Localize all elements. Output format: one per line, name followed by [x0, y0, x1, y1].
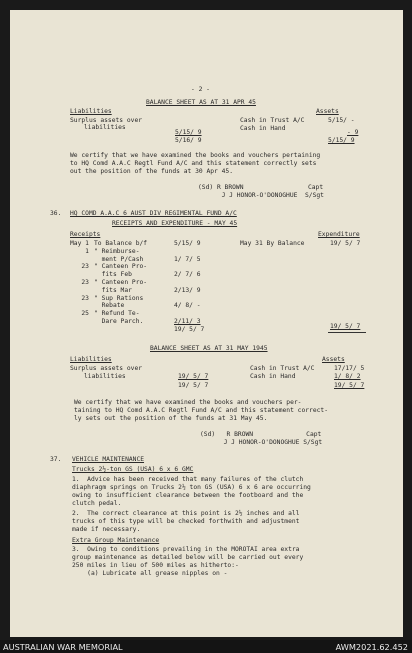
para-1-line-2: diaphragm springs on Trucks 2½ ton GS (USA) 6 x 6 are occurring: [72, 484, 311, 491]
receipt-amount: 4/ 8/ -: [174, 302, 201, 310]
receipt-date: 23: [70, 263, 89, 271]
receipt-date: 1: [70, 247, 89, 255]
footer-accession-id: AWM2021.62.452: [335, 642, 408, 652]
expenditure-double-rule: [328, 332, 366, 333]
bs1-left-line-1: Surplus assets over: [70, 117, 143, 124]
bs2-left-total: 19/ 5/ 7: [178, 382, 209, 389]
receipt-date: 25: [70, 310, 89, 318]
para-2-line-3: made if necessary.: [72, 526, 141, 533]
cert1-line-1: We certify that we have examined the books and vouchers pertaining: [70, 152, 321, 159]
bs2-right-amount-2: 1/ 8/ 2: [334, 373, 361, 380]
bs1-assets-head: Assets: [316, 108, 339, 115]
receipt-amount: 1/ 7/ 5: [174, 255, 201, 263]
footer-bar: [0, 640, 412, 653]
item-37-subheading-1: Trucks 2½-ton GS (USA) 6 x 6 GMC: [72, 466, 194, 473]
bs1-left-total: 5/16/ 9: [175, 137, 202, 144]
receipt-amount: 2/11/ 3: [174, 318, 201, 325]
sig1-line-2: J J HONOR-O'DONOGHUE S/Sgt: [214, 192, 324, 199]
cert1-line-2: to HQ Comd A.A.C Regtl Fund A/C and this statement correctly sets: [70, 160, 317, 167]
receipt-description: fits Feb: [94, 271, 132, 279]
receipt-amount: 2/13/ 9: [174, 286, 201, 294]
bs2-right-amount-1: 17/17/ 5: [334, 365, 365, 372]
bs2-assets-head: Assets: [322, 356, 345, 363]
document-page: [10, 10, 403, 637]
item-36-title: HQ COMD A.A.C 6 AUST DIV REGIMENTAL FUND A/C: [70, 210, 237, 217]
expenditure-row: May 31 By Balance: [240, 240, 305, 247]
receipt-date: May 1: [70, 240, 89, 247]
bs2-right-total: 19/ 5/ 7: [334, 382, 365, 389]
bs2-left-line-2: liabilities: [84, 373, 126, 380]
receipt-description: Dare Parch.: [94, 318, 144, 325]
receipts-head: Receipts: [70, 231, 101, 238]
para-3-line-4: (a) Lubricate all grease nipples on -: [72, 570, 228, 577]
receipt-description: " Canteen Pro-: [94, 279, 148, 286]
receipt-description: fits Mar: [94, 286, 132, 294]
item-37-number: 37.: [50, 456, 62, 463]
receipt-description: " Sup Rations: [94, 294, 144, 302]
para-3-line-2: group maintenance as detailed below will be carried out every: [72, 554, 304, 561]
receipt-description: " Refund Te-: [94, 310, 140, 318]
cert1-line-3: out the position of the funds at 30 Apr 45.: [70, 168, 234, 175]
receipt-description: ment P/Cash: [94, 255, 144, 263]
para-3-line-1: 3. Owing to conditions prevailing in the MOROTAI area extra: [72, 546, 300, 553]
bs2-left-amount: 19/ 5/ 7: [178, 373, 209, 380]
bs1-right-amount-2: - 9: [347, 129, 359, 136]
receipt-amount: 2/ 7/ 6: [174, 271, 201, 279]
cert2-line-1: We certify that we have examined the books and vouchers per-: [74, 399, 302, 406]
bs2-right-line-1: Cash in Trust A/C: [250, 365, 315, 372]
receipt-description: To Balance b/f: [94, 240, 148, 247]
bs2-liabilities-head: Liabilities: [70, 356, 112, 363]
page-number: - 2 -: [191, 86, 210, 93]
receipt-date: 23: [70, 279, 89, 286]
para-3-line-3: 250 miles in lieu of 500 miles as hitherto:-: [72, 562, 239, 569]
cert2-line-3: ly sets out the position of the funds at 31 May 45.: [74, 415, 268, 422]
bs1-right-line-2: Cash in Hand: [240, 125, 286, 132]
sig2-line-1: (Sd) R BROWN Capt: [200, 431, 322, 438]
sig2-line-2: J J HONOR-O'DONOGHUE S/Sgt: [216, 439, 323, 446]
bs1-right-line-1: Cash in Trust A/C: [240, 117, 305, 124]
receipt-amount: 19/ 5/ 7: [174, 325, 205, 333]
bs2-left-line-1: Surplus assets over: [70, 365, 143, 372]
expenditure-total: 19/ 5/ 7: [330, 323, 361, 330]
receipt-description: " Canteen Pro-: [94, 263, 148, 271]
item-37-title: VEHICLE MAINTENANCE: [72, 456, 145, 463]
bs1-left-amount: 5/15/ 9: [175, 129, 202, 136]
sig1-line-1: (Sd) R BROWN Capt: [198, 184, 324, 191]
para-1-line-3: owing to insufficient clearance between the footboard and the: [72, 492, 304, 499]
footer-source: AUSTRALIAN WAR MEMORIAL: [3, 642, 123, 652]
receipt-description: Rebate: [94, 302, 125, 310]
item-37-subheading-2: Extra Group Maintenance: [72, 537, 160, 544]
receipt-amount: 5/15/ 9: [174, 240, 201, 247]
para-2-line-2: trucks of this type will be checked forthwith and adjustment: [72, 518, 300, 525]
bs1-left-line-2: liabilities: [84, 124, 126, 131]
item-36-subtitle: RECEIPTS AND EXPENDITURE - MAY 45: [112, 220, 238, 227]
cert2-line-2: taining to HQ Comd A.A.C Regtl Fund A/C and this statement correct-: [74, 407, 329, 414]
bs1-right-amount-1: 5/15/ -: [328, 117, 355, 124]
receipt-date: 23: [70, 294, 89, 302]
balance-sheet-2-title: BALANCE SHEET AS AT 31 MAY 1945: [150, 345, 268, 352]
item-36-number: 36.: [50, 210, 62, 217]
para-1-line-1: 1. Advice has been received that many failures of the clutch: [72, 476, 304, 483]
balance-sheet-1-title: BALANCE SHEET AS AT 31 APR 45: [146, 99, 256, 106]
expenditure-head: Expenditure: [318, 231, 360, 238]
para-1-line-4: clutch pedal.: [72, 500, 122, 507]
receipt-description: " Reimburse-: [94, 247, 140, 255]
para-2-line-1: 2. The correct clearance at this point is 2½ inches and all: [72, 510, 300, 517]
bs1-liabilities-head: Liabilities: [70, 108, 112, 115]
bs2-right-line-2: Cash in Hand: [250, 373, 296, 380]
expenditure-amount: 19/ 5/ 7: [330, 240, 361, 247]
bs1-right-total: 5/15/ 9: [328, 137, 355, 144]
